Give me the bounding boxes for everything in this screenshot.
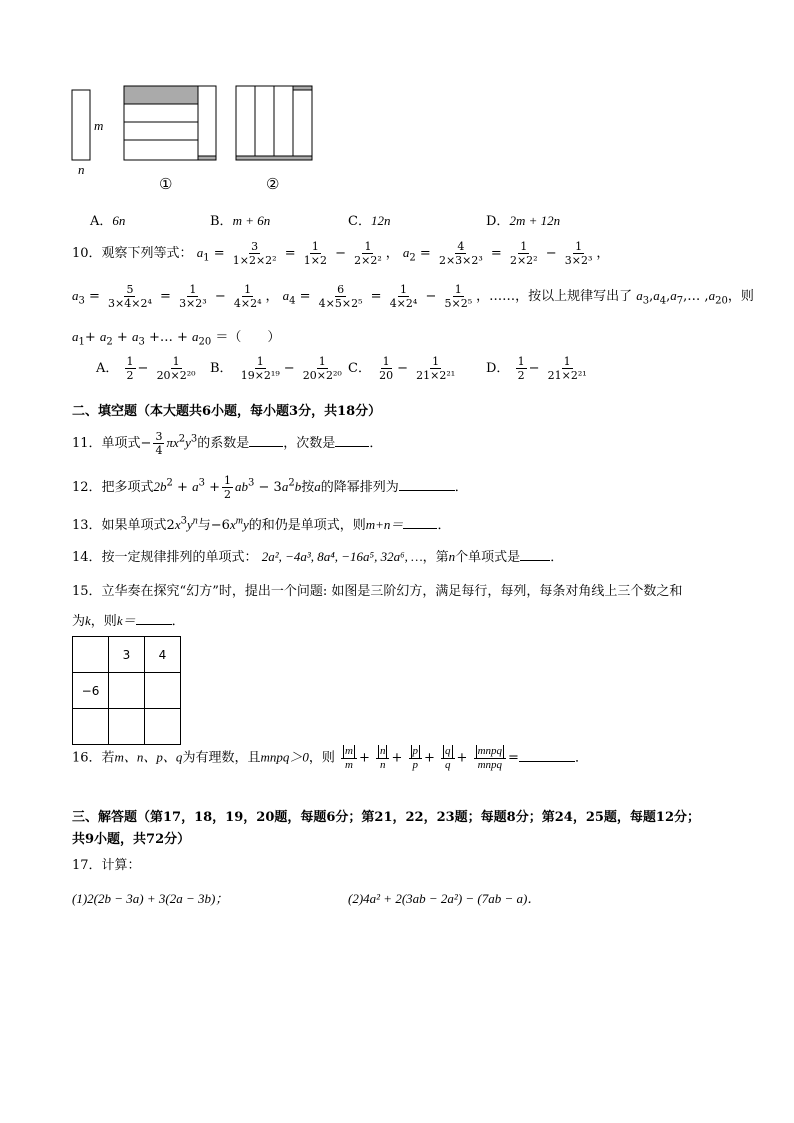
section-2-heading: 二、填空题（本大题共6小题，每小题3分，共18分） — [72, 404, 382, 419]
figure-label-2: ② — [266, 175, 280, 193]
q17-title: 17．计算： — [72, 858, 141, 873]
label-m: m — [94, 118, 104, 133]
q9-option-c[interactable]: C．12n — [348, 213, 391, 229]
q17-part2: (2)4a² + 2(3ab − 2a²) − (7ab − a)． — [348, 891, 541, 906]
magic-cell — [73, 637, 109, 673]
magic-cell: −6 — [73, 673, 109, 709]
q12: 12．把多项式$2b^2 + a^3$ + $\frac{1}{2}$ $ab^3 - 3a^2b$按a的降幂排列为 ． — [72, 474, 468, 501]
magic-square — [72, 636, 181, 745]
rectangle-figure — [64, 82, 324, 192]
magic-cell — [109, 709, 145, 745]
q11: 11．单项式− $\frac{3}{4}$ $\pi x^2y^3$的系数是 ，次数是 ． — [72, 430, 383, 457]
q17-part1: (1)2(2b − 3a) + 3(2a − 3b)； — [72, 891, 229, 906]
q10-option-d[interactable]: D． $\frac{1}{2}$ − $\frac{1}{\text{21×2²¹}}$ — [486, 355, 587, 382]
q10-option-a[interactable]: A． $\frac{1}{2}$ − $\frac{1}{\text{20×2²⁰}}$ — [96, 355, 196, 382]
q10-line2: $a_3$ = $\frac{5}{\text{3×4×2⁴}}$ = $\frac{1}{\text{3×2³}}$ − $\frac{1}{\text{4×2⁴}}$ ， $a_4$ = $\frac{6}{\text{4×5×2⁵}}$ = $\frac{1}{\text{4×2⁴}}$ − $\frac{1}{\text{5×2⁵}}$ ，……，按以上规律写出了 $a_3,a_4,a_7,\dots$ $,a_{20}$，则 — [72, 283, 754, 310]
q15-line2: 为k，则k＝ ． — [72, 613, 185, 629]
q10-option-b[interactable]: B． $\frac{1}{\text{19×2¹⁹}}$ − $\frac{1}{\text{20×2²⁰}}$ — [210, 355, 342, 382]
magic-cell: 4 — [145, 637, 181, 673]
magic-cell — [145, 709, 181, 745]
section-3-heading-line2: 共9小题，共72分） — [72, 832, 191, 847]
q16: 16．若m、n、p、q为有理数，且mnpq＞0，则 $\frac{m}{m}$ + $\frac{n}{n}$ + $\frac{p}{p}$ + $\frac{q}{q}$ + mnpq mnpq = ． — [72, 745, 588, 771]
magic-cell: 3 — [109, 637, 145, 673]
q9-option-d[interactable]: D．2m + 12n — [486, 213, 561, 229]
q10-line3: $a_1+ a_2 + a_3$ +… + $a_{20}$ ＝（ ） — [72, 329, 281, 348]
q13: 13．如果单项式$2x^3y^n$与$-6x^my$的和仍是单项式，则m+n＝ ． — [72, 515, 451, 533]
magic-cell — [73, 709, 109, 745]
q14: 14．按一定规律排列的单项式： 2a², −4a³, 8a⁴, −16a⁵, 32a⁶, …，第n个单项式是 ． — [72, 549, 564, 565]
q15-line1: 15．立华奏在探究“幻方”时，提出一个问题: 如图是三阶幻方，满足每行，每列，每条对角线上三个数之和 — [72, 584, 683, 599]
q9-option-b[interactable]: B．m + 6n — [210, 213, 271, 229]
q10-line1: 10．观察下列等式： $a_1$ = $\frac{3}{\text{1×2×2²}}$ = $\frac{1}{1\times 2}$ − $\frac{1}{\text{2×2²}}$ ， $a_2$ = $\frac{4}{\text{2×3×2³}}$ = $\frac{1}{\text{2×2²}}$ − $\frac{1}{\text{3×2³}}$ ， — [72, 240, 610, 267]
figure-label-1: ① — [159, 175, 173, 193]
section-3-heading-line1: 三、解答题（第17，18，19，20题，每题6分；第21，22，23题；每题8分；第24，25题，每题12分； — [72, 810, 700, 825]
magic-cell — [145, 673, 181, 709]
q9-option-a[interactable]: A．6n — [90, 213, 126, 229]
q10-option-c[interactable]: C． $\frac{1}{20}$ − $\frac{1}{\text{21×2²¹}}$ — [348, 355, 456, 382]
magic-cell — [109, 673, 145, 709]
label-n: n — [78, 162, 85, 177]
